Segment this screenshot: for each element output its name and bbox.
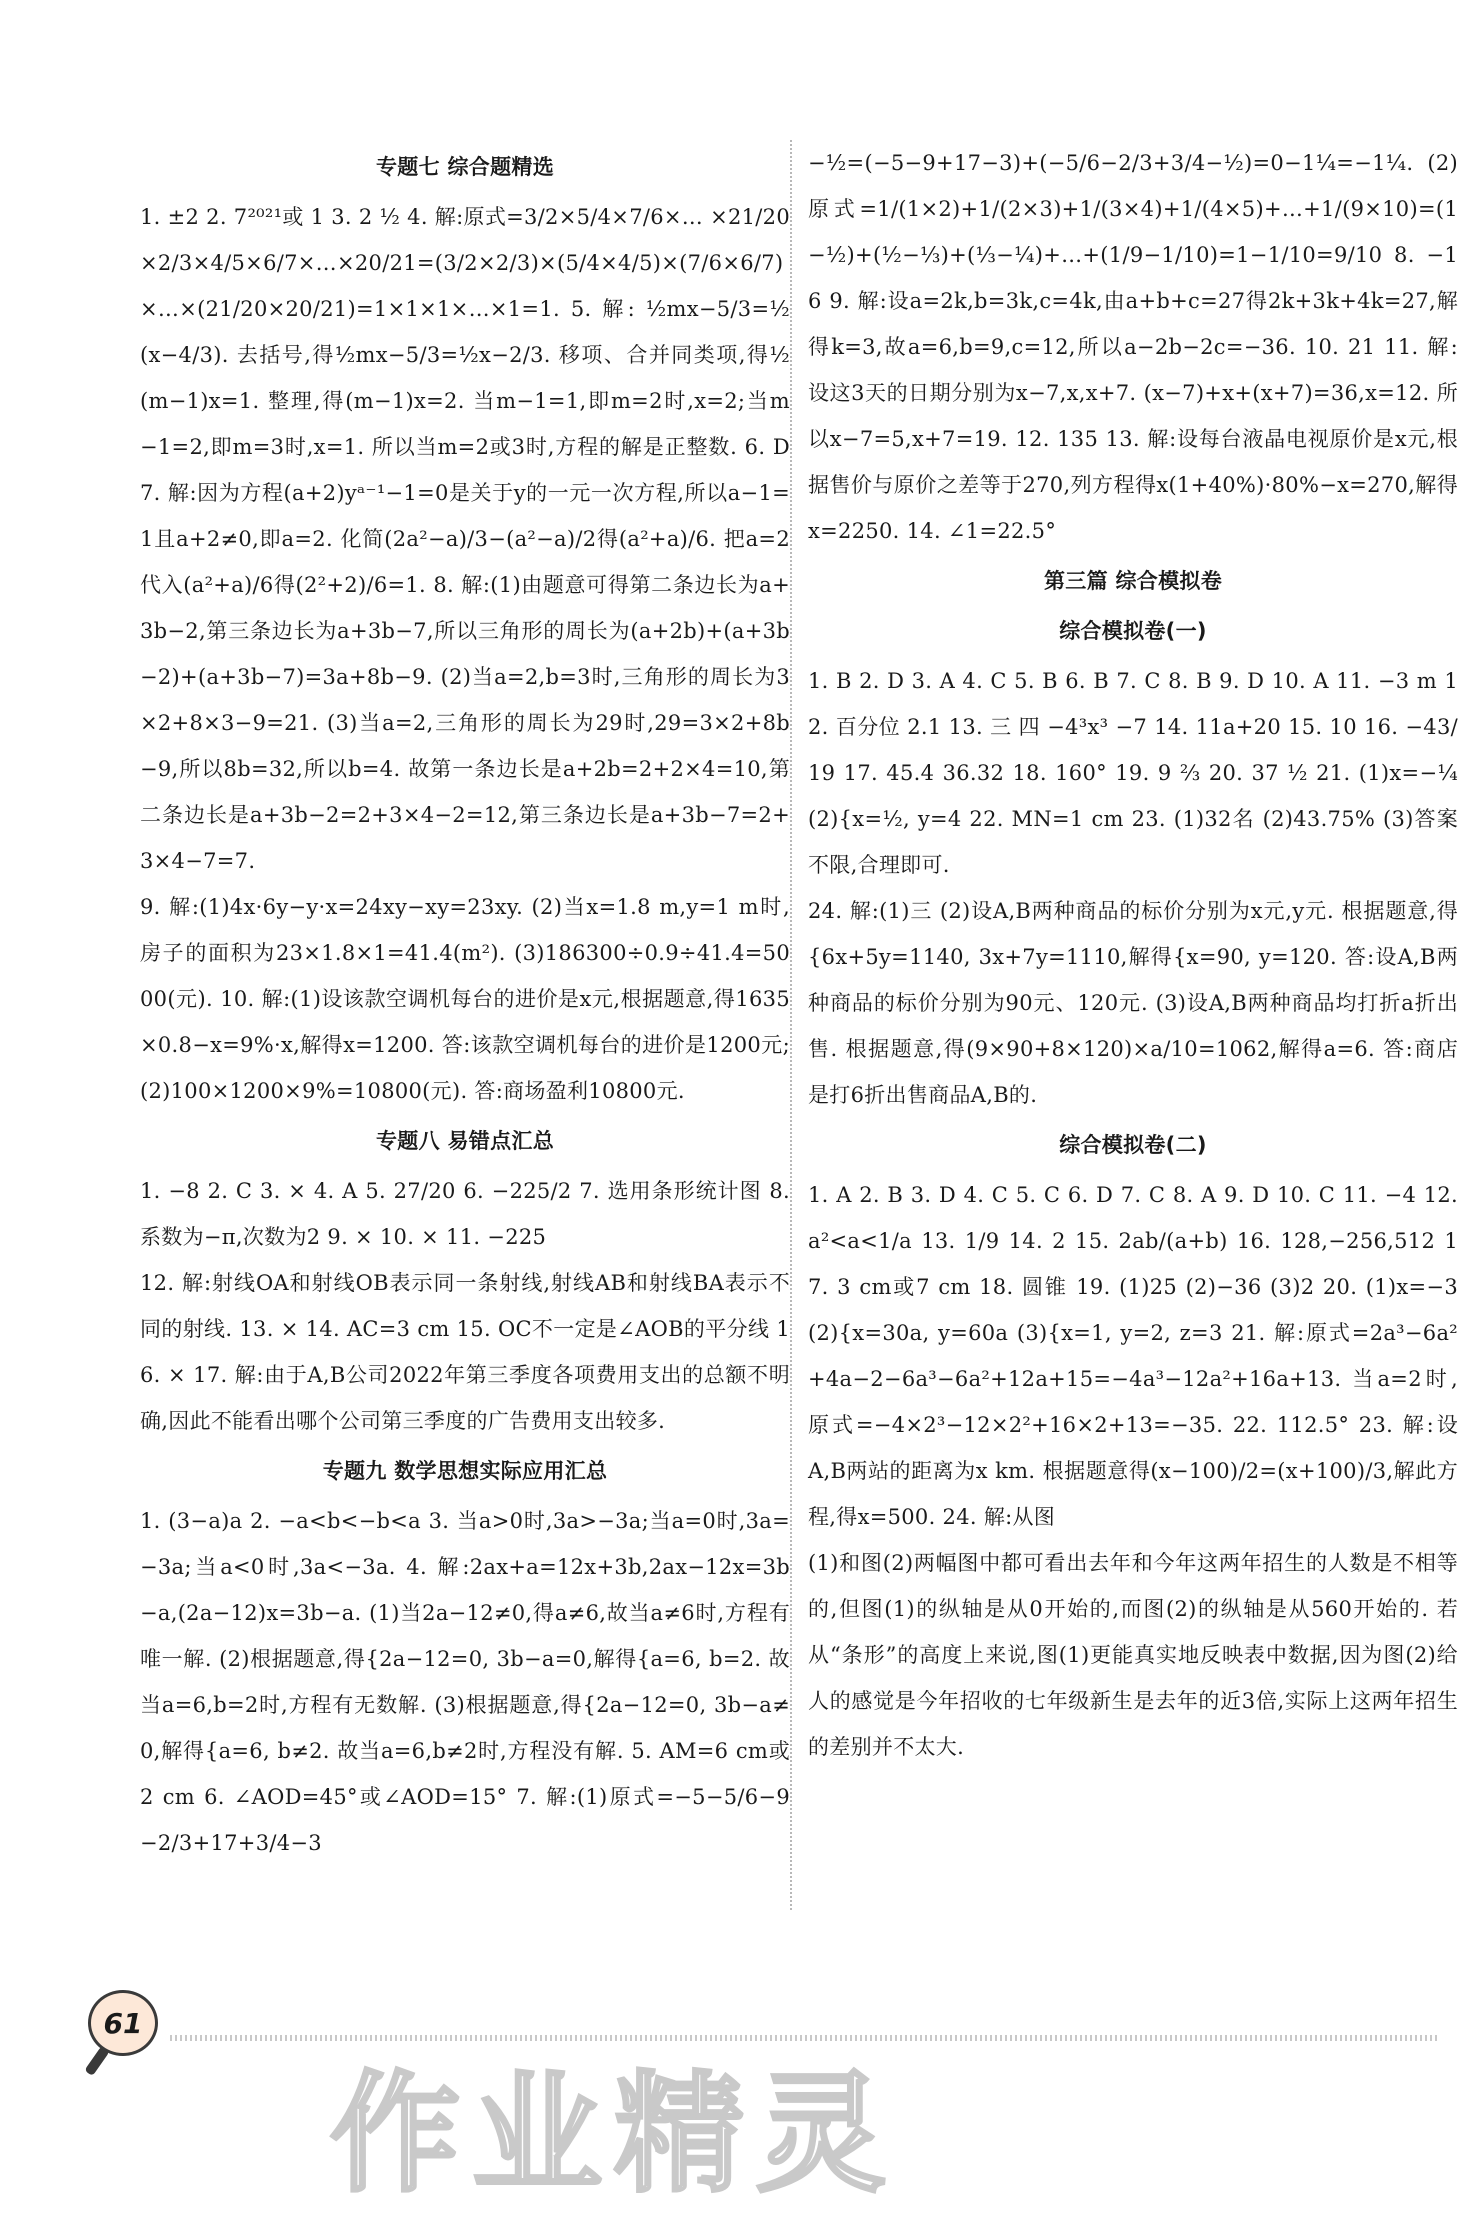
- watermark-logo: 作业精灵: [330, 2058, 899, 2210]
- mock-exam-1-answers: 1. B 2. D 3. A 4. C 5. B 6. B 7. C 8. B 9. D 10. A 11. −3 m 12. 百分位 2.1 13. 三 四 −4³x³ −7 14. 11a+20 15. 10 16. −43/19 17. 45.4 36.32 18. 160° 19. 9 ⅔ 20. 37 ½ 21. (1)x=−¼ (2){x=½, y=4 22. MN=1 cm 23. (1)32名 (2)43.75% (3)答案不限,合理即可.: [808, 669, 1458, 877]
- section-7-answers-2: 9. 解:(1)4x·6y−y·x=24xy−xy=23xy. (2)当x=1.8 m,y=1 m时,房子的面积为23×1.8×1=41.4(m²). (3)186300÷0.9÷41.4=5000(元). 10. 解:(1)设该款空调机每台的进价是x元,根据题意,得1635×0.8−x=9%·x,解得x=1200. 答:该款空调机每台的进价是1200元; (2)100×1200×9%=10800(元). 答:商场盈利10800元.: [140, 895, 790, 1103]
- section-8-answers: 1. −8 2. C 3. × 4. A 5. 27/20 6. −225/2 7. 选用条形统计图 8. 系数为−π,次数为2 9. × 10. × 11. −225: [140, 1179, 790, 1249]
- part-3-title: 第三篇 综合模拟卷: [1043, 569, 1222, 593]
- mock-exam-1-answers-2: 24. 解:(1)三 (2)设A,B两种商品的标价分别为x元,y元. 根据题意,得{6x+5y=1140, 3x+7y=1110,解得{x=90, y=120. 答:设A,B两种商品的标价分别为90元、120元. (3)设A,B两种商品均打折a折出售. 根据题意,得(9×90+8×120)×a/10=1062,解得a=6. 答:商店是打6折出售商品A,B的.: [808, 899, 1458, 1107]
- section-title-8: 专题八 易错点汇总: [375, 1129, 554, 1153]
- column-divider: [790, 140, 792, 1910]
- section-8-answers-2: 12. 解:射线OA和射线OB表示同一条射线,射线AB和射线BA表示不同的射线. 13. × 14. AC=3 cm 15. OC不一定是∠AOB的平分线 16. × 17. 解:由于A,B公司2022年第三季度各项费用支出的总额不明确,因此不能看出哪个公司第三季度的广告费用支出较多.: [140, 1271, 790, 1433]
- mock-exam-2-answers: 1. A 2. B 3. D 4. C 5. C 6. D 7. C 8. A 9. D 10. C 11. −4 12. a²<a<1/a 13. 1/9 14. 2 15. 2ab/(a+b) 16. 128,−256,512 17. 3 cm或7 cm 18. 圆锥 19. (1)25 (2)−36 (3)2 20. (1)x=−3 (2){x=30a, y=60a (3){x=1, y=2, z=3 21. 解:原式=2a³−6a²+4a−2−6a³−6a²+12a+15=−4a³−12a²+16a+13. 当a=2时,原式=−4×2³−12×2²+16×2+13=−35. 22. 112.5° 23. 解:设A,B两站的距离为x km. 根据题意得(x−100)/2=(x+100)/3,解此方程,得x=500. 24. 解:从图: [808, 1183, 1458, 1529]
- section-9-answers: 1. (3−a)a 2. −a<b<−b<a 3. 当a>0时,3a>−3a;当a=0时,3a=−3a;当a<0时,3a<−3a. 4. 解:2ax+a=12x+3b,2ax−12x=3b−a,(2a−12)x=3b−a. (1)当2a−12≠0,得a≠6,故当a≠6时,方程有唯一解. (2)根据题意,得{2a−12=0, 3b−a=0,解得{a=6, b=2. 故当a=6,b=2时,方程有无数解. (3)根据题意,得{2a−12=0, 3b−a≠0,解得{a=6, b≠2. 故当a=6,b≠2时,方程没有解. 5. AM=6 cm或2 cm 6. ∠AOD=45°或∠AOD=15° 7. 解:(1)原式=−5−5/6−9−2/3+17+3/4−3: [140, 1509, 790, 1855]
- right-column: [808, 140, 1458, 1770]
- page-number-badge: [88, 1990, 158, 2056]
- mock-exam-2-answers-2: (1)和图(2)两幅图中都可看出去年和今年这两年招生的人数是不相等的,但图(1)的纵轴是从0开始的,而图(2)的纵轴是从560开始的. 若从“条形”的高度上来说,图(1)更能真实地反映表中数据,因为图(2)给人的感觉是今年招收的七年级新生是去年的近3倍,实际上这两年招生的差别并不太大.: [808, 1551, 1458, 1759]
- mock-exam-1-title: 综合模拟卷(一): [1059, 619, 1207, 643]
- left-column: [140, 140, 790, 1866]
- mock-exam-2-title: 综合模拟卷(二): [1059, 1133, 1207, 1157]
- page-number: 61: [103, 2006, 143, 2040]
- section-9-continued: −½=(−5−9+17−3)+(−5/6−2/3+3/4−½)=0−1¼=−1¼. (2)原式=1/(1×2)+1/(2×3)+1/(3×4)+1/(4×5)+…+1/(9×10)=(1−½)+(½−⅓)+(⅓−¼)+…+(1/9−1/10)=1−1/10=9/10 8. −16 9. 解:设a=2k,b=3k,c=4k,由a+b+c=27得2k+3k+4k=27,解得k=3,故a=6,b=9,c=12,所以a−2b−2c=−36. 10. 21 11. 解:设这3天的日期分别为x−7,x,x+7. (x−7)+x+(x+7)=36,x=12. 所以x−7=5,x+7=19. 12. 135 13. 解:设每台液晶电视原价是x元,根据售价与原价之差等于270,列方程得x(1+40%)·80%−x=270,解得x=2250. 14. ∠1=22.5°: [808, 151, 1458, 543]
- section-7-answers: 1. ±2 2. 7²⁰²¹或 1 3. 2 ½ 4. 解:原式=3/2×5/4×7/6×… ×21/20×2/3×4/5×6/7×…×20/21=(3/2×2/3)×(5/4×4/5)×(7/6×6/7)×…×(21/20×20/21)=1×1×1×…×1=1. 5. 解: ½mx−5/3=½(x−4/3). 去括号,得½mx−5/3=½x−2/3. 移项、合并同类项,得½(m−1)x=1. 整理,得(m−1)x=2. 当m−1=1,即m=2时,x=2;当m−1=2,即m=3时,x=1. 所以当m=2或3时,方程的解是正整数. 6. D 7. 解:因为方程(a+2)yᵃ⁻¹−1=0是关于y的一元一次方程,所以a−1=1且a+2≠0,即a=2. 化简(2a²−a)/3−(a²−a)/2得(a²+a)/6. 把a=2代入(a²+a)/6得(2²+2)/6=1. 8. 解:(1)由题意可得第二条边长为a+3b−2,第三条边长为a+3b−7,所以三角形的周长为(a+2b)+(a+3b−2)+(a+3b−7)=3a+8b−9. (2)当a=2,b=3时,三角形的周长为3×2+8×3−9=21. (3)当a=2,三角形的周长为29时,29=3×2+8b−9,所以8b=32,所以b=4. 故第一条边长是a+2b=2+2×4=10,第二条边长是a+3b−2=2+3×4−2=12,第三条边长是a+3b−7=2+3×4−7=7.: [140, 205, 790, 873]
- section-title-7: 专题七 综合题精选: [375, 155, 554, 179]
- section-title-9: 专题九 数学思想实际应用汇总: [322, 1459, 608, 1483]
